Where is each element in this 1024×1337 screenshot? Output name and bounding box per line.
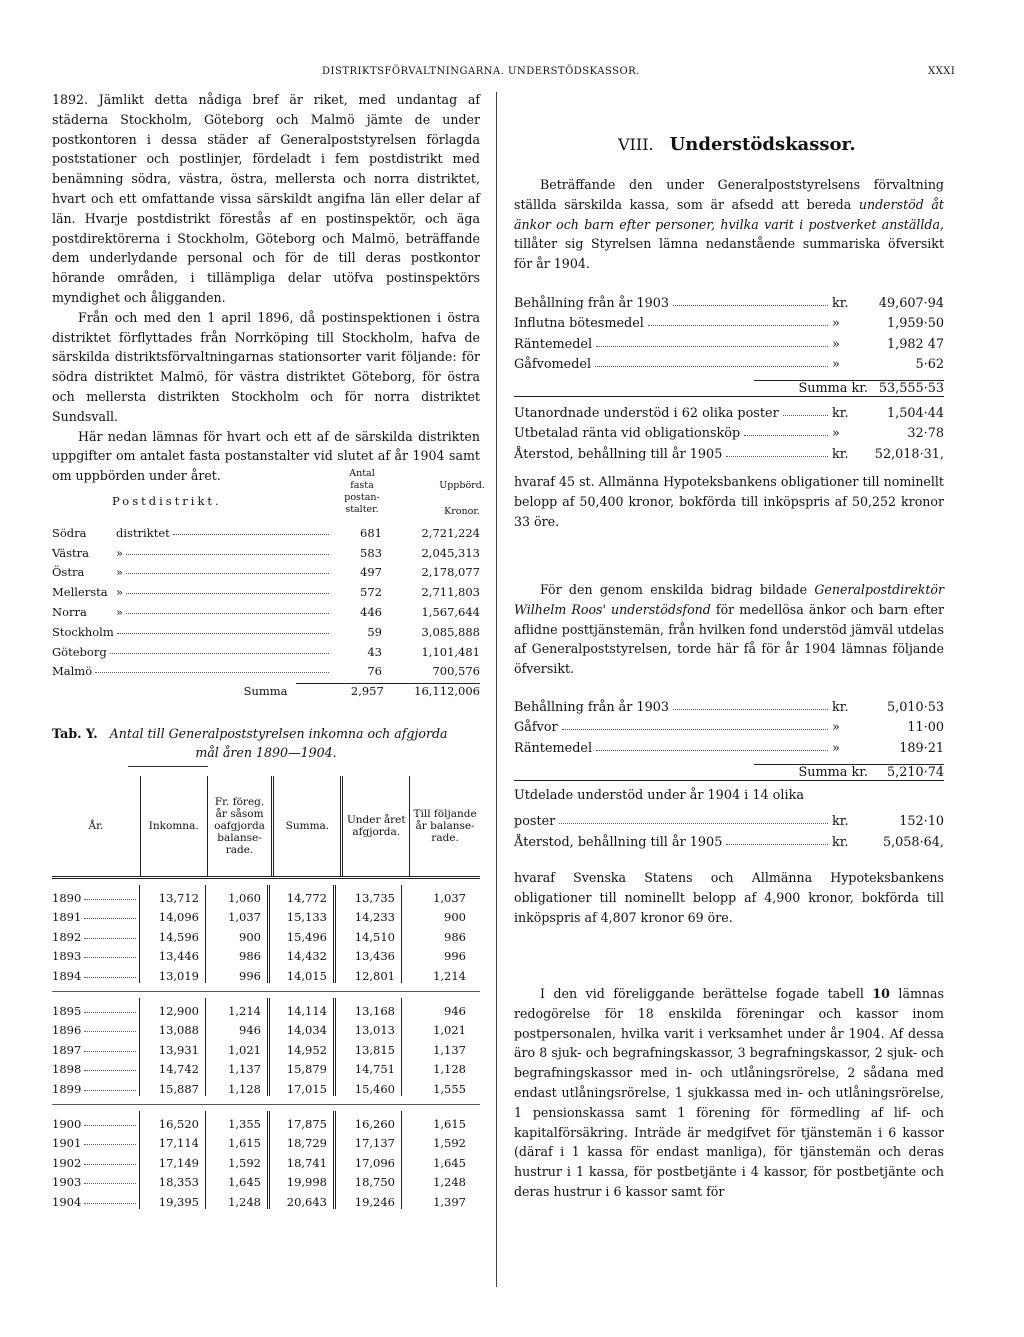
district-qualifier: distriktet: [116, 525, 170, 540]
ledger-currency: kr.: [832, 295, 849, 311]
tab-y-group: [52, 1105, 480, 1217]
district-row: [52, 520, 480, 540]
tab-y-year: 1891: [52, 905, 140, 925]
tab-y-cell: 15,879: [270, 1057, 336, 1077]
tab-y-cell: 986: [206, 944, 270, 964]
tab-y-year: 1898: [52, 1057, 140, 1077]
district-qualifier: »: [116, 604, 124, 619]
hvaraf-1: hvaraf 45 st. Allmänna Hypoteksbankens obligationer till nominellt belopp af 50,400 kronor, bokförda till inköpspris af 50,252 kronor 33 öre.: [514, 474, 944, 529]
tab-y-cell: 900: [444, 910, 466, 925]
district-count: 43: [367, 644, 382, 659]
tab-y-cell: 1,355: [206, 1111, 270, 1131]
ledger-amount: 1,982 47: [887, 336, 944, 352]
tab-y-cell: 996: [206, 963, 270, 983]
tab-y-cell: 19,246: [336, 1189, 402, 1209]
ledger-currency: kr.: [832, 446, 849, 462]
district-name: Västra: [52, 545, 89, 560]
tab-y-cell: 946: [444, 1003, 466, 1018]
district-name: Göteborg: [52, 644, 107, 659]
tab-y-cell: 12,801: [336, 963, 402, 983]
ledger-amount: 5·62: [915, 357, 944, 372]
tab-y-title-rule: [128, 766, 208, 767]
tab-y-row: [52, 1189, 480, 1209]
ledger-currency: kr.: [832, 405, 849, 421]
tab-y-year: 1897: [52, 1037, 140, 1057]
col-head-amount: Uppbörd. Kronor.: [439, 480, 485, 517]
tab-y-cell: 15,887: [140, 1076, 206, 1096]
sum-amount: 16,112,006: [384, 683, 480, 698]
tab-y-year: 1895: [52, 998, 140, 1018]
hvaraf-2: hvaraf Svenska Statens och Allmänna Hypoteksbankens obligationer till nominellt belopp af 4,900 kronor, bokförda till inköpspris af 4,807 kronor 69 öre.: [514, 870, 944, 925]
tab-y-cell: 18,353: [140, 1170, 206, 1190]
tab-y-year: 1890: [52, 885, 140, 905]
ledger-amount: 11·00: [907, 720, 944, 735]
tab-y-cell: 996: [444, 949, 466, 964]
ledger-amount: 1,959·50: [887, 316, 944, 331]
ledger-3: [514, 694, 944, 780]
final-paragraph: I den vid föreliggande berättelse fogade tabell 10 lämnas redogörelse för 18 enskilda föreningar och kassor inom postpersonalen, hvilka varit i verksamhet under år 1904. Af dessa äro 8 sjuk- och begrafningskassor, 3 begrafningskassor, 2 sjuk- och begrafningskassor med in- och utlåningsrörelse, 2 sådana med endast utlåningsrörelse, 1 sjukkassa med in- och utlåningsrörelse, 1 pensionskassa samt 1 förening för förmedling af lif- och kapitalförsäkring. Inträde är medgifvet för tjänstemän i 6 kassor (däraf i 1 kassa för endast manliga), för tjänstemän och deras hustrur i 1 kassa, för postbetjänte i 4 kassor, för postbetjänte och deras hustrur i 6 kassor samt för: [514, 986, 944, 1199]
ledger-currency: kr.: [832, 814, 849, 829]
ledger-4: [514, 788, 944, 850]
ledger-currency: »: [832, 357, 840, 372]
tab-y-cell: 1,248: [206, 1189, 270, 1209]
tab-y-row: [52, 1150, 480, 1170]
section-number: VIII.: [618, 135, 654, 154]
tab-y-cell: 1,214: [433, 968, 466, 983]
ledger-row: [514, 311, 944, 332]
tab-y-cell: 20,643: [270, 1189, 336, 1209]
tab-y-cell: 14,952: [270, 1037, 336, 1057]
tab-y-col-afgjorda: Under året afgjorda.: [343, 776, 410, 876]
tab-y-cell: 14,751: [336, 1057, 402, 1077]
tab-y-cell: 1,615: [433, 1116, 466, 1131]
paragraph-1896: Från och med den 1 april 1896, då postinspektionen i östra distriktet förflyttades från Norrköping till Stockholm, hafva de särskilda distriktsförvaltningarnas stationsorter varit följande: för södra distriktet Malmö, för västra distriktet Göteborg, för östra och mellersta distrikten Stockholm och för norra distriktet Sundsvall.: [52, 309, 480, 424]
tab-y-cell: 14,772: [270, 885, 336, 905]
tab-y-year: 1899: [52, 1076, 140, 1096]
tab-y-cell: 18,750: [336, 1170, 402, 1190]
tab-y-cell: 17,114: [140, 1131, 206, 1151]
district-amount: 2,045,313: [421, 545, 480, 560]
tab-y-group: [52, 879, 480, 992]
tab-y-cell: 19,395: [140, 1189, 206, 1209]
tab-y-cell: 1,137: [433, 1042, 466, 1057]
tab-y-table: [52, 776, 480, 1217]
paragraph-1892: 1892. Jämlikt detta nådiga bref är riket, med undantag af städerna Stockholm, Göteborg och Malmö jämte de under postkontoren i dessa städer af Generalpoststyrelsen förlagda poststationer och postlinjer, fördeladt i fem postdistrikt med benämning södra, västra, östra, mellersta och norra distriktet, hvart och ett omfattande vissa särskildt angifna län eller delar af län. Hvarje postdistrikt förestås af en postinspektör, och äga postdirektörerna i Stockholm, Göteborg och Malmö, beträffande dem underlydande personal och för de till deras postkontor hörande områden, i tillämpliga delar utöfva postinspektörs myndighet och åligganden.: [52, 92, 480, 305]
tab-y-title: [52, 724, 480, 762]
ledger-currency: »: [832, 336, 840, 352]
tab-y-cell: 14,742: [140, 1057, 206, 1077]
district-amount: 1,567,644: [421, 604, 480, 619]
tab-y-cell: 1,248: [433, 1175, 466, 1190]
tab-y-cell: 14,510: [336, 924, 402, 944]
tab-y-cell: 1,037: [206, 905, 270, 925]
tab-y-cell: 15,496: [270, 924, 336, 944]
tab-y-row: [52, 1037, 480, 1057]
tab-y-cell: 13,436: [336, 944, 402, 964]
tab-y-cell: 1,555: [433, 1081, 466, 1096]
ledger-currency: kr.: [832, 834, 849, 850]
tab-y-cell: 13,446: [140, 944, 206, 964]
tab-y-cell: 1,645: [433, 1155, 466, 1170]
tab-y-header: [52, 776, 480, 879]
tab-y-cell: 17,015: [270, 1076, 336, 1096]
col-head-count: Antal fasta postan- stalter.: [344, 468, 380, 515]
right-column: [514, 134, 944, 274]
ledger-row: [514, 352, 944, 373]
tab-y-year: 1900: [52, 1111, 140, 1131]
district-amount: 700,576: [432, 664, 480, 679]
tab-y-group: [52, 992, 480, 1105]
ledger-amount: 49,607·94: [878, 295, 944, 311]
tab-y-cell: 17,149: [140, 1150, 206, 1170]
ledger-label: Gåfvor: [514, 720, 558, 735]
tab-y-cell: 946: [206, 1018, 270, 1038]
district-row: [52, 579, 480, 599]
tab-y-title-line1: Antal till Generalpoststyrelsen inkomna och afgjorda: [109, 726, 448, 741]
ledger-amount: 152·10: [899, 814, 944, 829]
tab-y-label: Tab. Y.: [52, 726, 98, 741]
tab-y-col-inkomna: Inkomna.: [141, 776, 208, 876]
district-row: [52, 659, 480, 679]
tab-y-cell: 13,735: [336, 885, 402, 905]
district-row: [52, 619, 480, 639]
district-amount: 2,721,224: [421, 525, 480, 540]
ledger-label: poster: [514, 814, 556, 829]
district-count: 446: [360, 604, 382, 619]
district-amount: 2,178,077: [421, 565, 480, 580]
roos-fund-paragraph: För den genom enskilda bidrag bildade Generalpostdirektör Wilhelm Roos' understödsfond för medellösa änkor och barn efter aflidne posttjänstemän, från hvilken fond understöd jämväl utdelas af Generalpoststyrelsen, torde här få för år 1904 lämnas följande öfversikt.: [514, 582, 945, 677]
tab-y-cell: 18,729: [270, 1131, 336, 1151]
tab-y-col-year: År.: [52, 776, 141, 876]
tab-y-row: [52, 944, 480, 964]
tab-y-row: [52, 1111, 480, 1131]
tab-y-year: 1902: [52, 1150, 140, 1170]
tab-y-cell: 1,592: [206, 1150, 270, 1170]
ledger-label: Behållning från år 1903: [514, 295, 670, 311]
tab-y-cell: 986: [444, 929, 466, 944]
tab-y-cell: 16,260: [336, 1111, 402, 1131]
tab-y-row: [52, 1076, 480, 1096]
sum-count: 2,957: [296, 683, 384, 698]
tab-y-cell: 14,034: [270, 1018, 336, 1038]
ledger-label: Räntemedel: [514, 740, 593, 756]
ledger-row: [514, 694, 944, 715]
ledger-currency: »: [832, 720, 840, 735]
ledger-1-sum: Summa kr. 53,555·53: [514, 372, 944, 396]
tab-y-year: 1901: [52, 1131, 140, 1151]
tab-y-cell: 13,168: [336, 998, 402, 1018]
ledger-label: Utbetalad ränta vid obligationsköp: [514, 426, 741, 441]
tab-y-row: [52, 998, 480, 1018]
tab-y-col-summa: Summa.: [274, 776, 343, 876]
tab-y-cell: 1,397: [433, 1194, 466, 1209]
tab-y-cell: 1,021: [206, 1037, 270, 1057]
district-name: Malmö: [52, 664, 93, 679]
ledger-row: [514, 331, 944, 352]
intro-paragraph: Beträffande den under Generalpoststyrelsens förvaltning ställda särskilda kassa, som är afsedd att bereda understöd åt änkor och barn efter personer, hvilka varit i postverket anställda, tillåter sig Styrelsen lämna nedanstående summariska öfversikt för år 1904.: [514, 177, 944, 272]
ledger-row: [514, 400, 944, 421]
tab-y-col-balance-next: Till följande år balanse-rade.: [413, 808, 477, 844]
ledger-currency: kr.: [832, 699, 849, 715]
district-name: Norra: [52, 604, 87, 619]
tab-y-year: 1904: [52, 1189, 140, 1209]
district-name: Stockholm: [52, 624, 114, 639]
tab-y-row: [52, 963, 480, 983]
tab-y-row: [52, 1131, 480, 1151]
tab-y-cell: 13,019: [140, 963, 206, 983]
ledger-3-rule: [514, 780, 944, 781]
district-amount: 3,085,888: [421, 624, 480, 639]
district-count: 497: [360, 565, 382, 580]
district-count: 681: [360, 525, 382, 540]
tab-y-cell: 1,645: [206, 1170, 270, 1190]
tab-y-row: [52, 905, 480, 925]
tab-y-cell: 14,596: [140, 924, 206, 944]
ledger-3-sum: Summa kr. 5,210·74: [514, 756, 944, 780]
tab-y-cell: 16,520: [140, 1111, 206, 1131]
tab-y-cell: 1,137: [206, 1057, 270, 1077]
ledger-4-line1: Utdelade understöd under år 1904 i 14 olika: [514, 788, 804, 803]
tab-y-row: [52, 924, 480, 944]
ledger-1-rule: [514, 396, 944, 397]
ledger-row: [514, 421, 944, 442]
tab-y-cell: 13,088: [140, 1018, 206, 1038]
ledger-row: [514, 809, 944, 830]
tab-y-cell: 1,214: [206, 998, 270, 1018]
page-number: XXXI: [928, 66, 956, 77]
district-row: [52, 599, 480, 619]
tab-y-cell: 17,096: [336, 1150, 402, 1170]
ledger-amount: 1,504·44: [887, 405, 944, 421]
ledger-row: [514, 715, 944, 736]
sum-label: Summa: [243, 684, 288, 699]
ledger-2: [514, 400, 944, 462]
tab-y-cell: 14,432: [270, 944, 336, 964]
district-sum-row: [52, 678, 480, 698]
tab-y-cell: 1,128: [433, 1062, 466, 1077]
tab-y-cell: 14,096: [140, 905, 206, 925]
tab-y-cell: 13,712: [140, 885, 206, 905]
tab-y-cell: 13,815: [336, 1037, 402, 1057]
tab-y-row: [52, 1018, 480, 1038]
paragraph-intro-table: Här nedan lämnas för hvart och ett af de särskilda distrikten uppgifter om antalet fasta postanstalter vid slutet af år 1904 samt om uppbörden under året.: [52, 428, 480, 484]
ledger-amount: 189·21: [899, 740, 944, 756]
ledger-label: Influtna bötesmedel: [514, 316, 644, 331]
left-column: [52, 90, 480, 486]
tab-y-cell: 1,128: [206, 1076, 270, 1096]
district-count: 59: [367, 624, 382, 639]
ledger-label: Återstod, behållning till år 1905: [514, 834, 723, 850]
tab-y-year: 1894: [52, 963, 140, 983]
column-divider: [496, 92, 497, 1287]
district-amount: 1,101,481: [421, 644, 480, 659]
tab-y-title-line2: mål åren 1890—1904.: [195, 745, 337, 760]
district-count: 572: [360, 585, 382, 600]
tab-y-year: 1896: [52, 1018, 140, 1038]
tab-y-cell: 14,114: [270, 998, 336, 1018]
ledger-amount: 32·78: [907, 426, 944, 441]
district-qualifier: »: [116, 565, 124, 580]
district-name: Mellersta: [52, 585, 108, 600]
tab-y-year: 1893: [52, 944, 140, 964]
tab-y-cell: 18,741: [270, 1150, 336, 1170]
tab-y-cell: 17,875: [270, 1111, 336, 1131]
col-head-district: Postdistrikt.: [112, 494, 222, 508]
ledger-label: Utanordnade understöd i 62 olika poster: [514, 405, 779, 421]
tab-y-row: [52, 885, 480, 905]
ledger-label: Räntemedel: [514, 336, 593, 352]
tab-y-year: 1892: [52, 924, 140, 944]
district-count: 583: [360, 545, 382, 560]
ledger-label: Återstod, behållning till år 1905: [514, 446, 723, 462]
tab-y-cell: 14,233: [336, 905, 402, 925]
tab-y-cell: 1,037: [433, 890, 466, 905]
tab-y-cell: 17,137: [336, 1131, 402, 1151]
ledger-row: [514, 441, 944, 462]
ledger-label: Behållning från år 1903: [514, 699, 670, 715]
tab-y-col-balance-prev: Fr. föreg. år såsom oafgjorda balanse-rade.: [208, 776, 275, 876]
tab-y-cell: 1,615: [206, 1131, 270, 1151]
tab-y-body: [52, 879, 480, 1217]
ledger-currency: »: [832, 426, 840, 441]
ledger-row: [514, 735, 944, 756]
tab-y-cell: 19,998: [270, 1170, 336, 1190]
ledger-currency: »: [832, 740, 840, 756]
tab-y-cell: 1,021: [433, 1023, 466, 1038]
district-qualifier: »: [116, 545, 124, 560]
ledger-amount: 5,010·53: [887, 699, 944, 715]
tab-y-row: [52, 1170, 480, 1190]
district-name: Södra: [52, 525, 87, 540]
district-amount: 2,711,803: [421, 585, 480, 600]
section-title: Understödskassor.: [669, 134, 856, 155]
ledger-amount: 52,018·31,: [874, 446, 944, 462]
tab-y-cell: 14,015: [270, 963, 336, 983]
ledger-amount: 5,058·64,: [882, 834, 944, 850]
tab-y-cell: 13,931: [140, 1037, 206, 1057]
tab-y-cell: 900: [206, 924, 270, 944]
tab-y-cell: 1,060: [206, 885, 270, 905]
ledger-row: [514, 829, 944, 850]
tab-y-row: [52, 1057, 480, 1077]
district-row: [52, 639, 480, 659]
tab-y-cell: 12,900: [140, 998, 206, 1018]
running-title: DISTRIKTSFÖRVALTNINGARNA. UNDERSTÖDSKASSOR.: [322, 66, 640, 77]
tab-y-cell: 15,133: [270, 905, 336, 925]
tab-y-cell: 15,460: [336, 1076, 402, 1096]
ledger-currency: »: [832, 316, 840, 331]
district-qualifier: »: [116, 585, 124, 600]
district-name: Östra: [52, 565, 85, 580]
district-rows: [52, 520, 480, 678]
district-table-header: [52, 468, 485, 520]
section-heading: [514, 134, 944, 155]
district-row: [52, 540, 480, 560]
tab-y-cell: 1,592: [433, 1136, 466, 1151]
ledger-1: [514, 290, 944, 396]
tab-y-cell: 13,013: [336, 1018, 402, 1038]
district-table: [52, 468, 485, 699]
district-row: [52, 560, 480, 580]
tab-y-year: 1903: [52, 1170, 140, 1190]
ledger-label: Gåfvomedel: [514, 357, 592, 372]
ledger-row: [514, 290, 944, 311]
district-count: 76: [367, 664, 382, 679]
